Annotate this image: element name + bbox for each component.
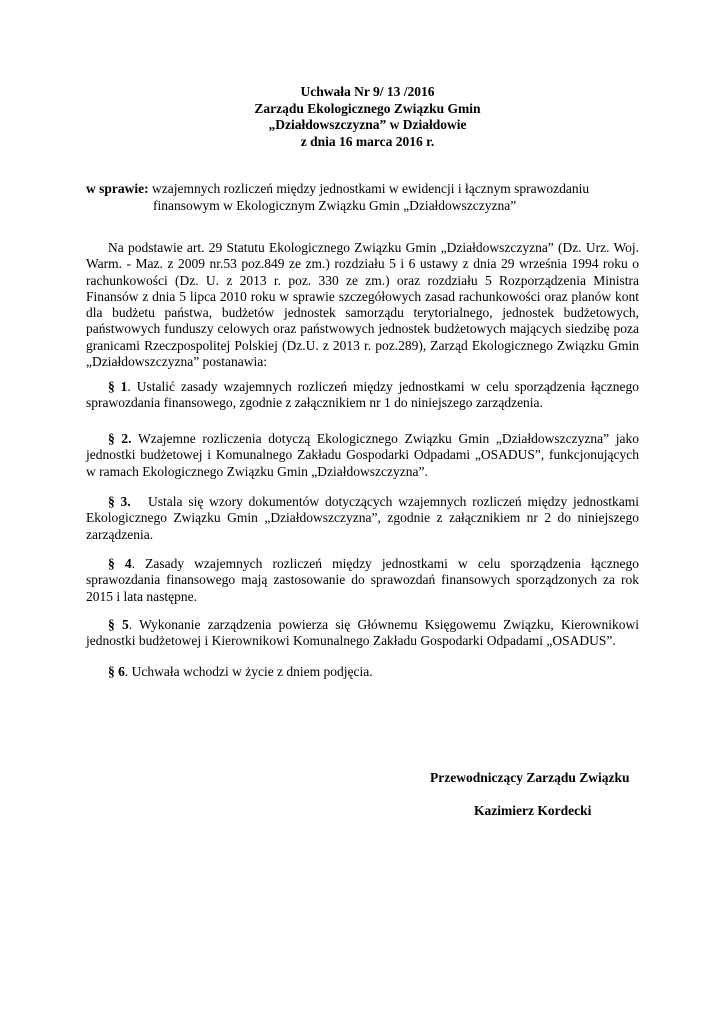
resolution-date: z dnia 16 marca 2016 r.	[300, 133, 435, 149]
section-4	[86, 556, 639, 605]
section-mark: § 5	[108, 617, 129, 632]
section-mark: § 3.	[108, 494, 131, 509]
section-text: Wzajemne rozliczenia dotyczą Ekologicznego Związku Gmin „Działdowszczyzna” jako jednostki budżetowej i Komunalnego Zakładu Gospodarki Odpadami „OSADUS”, funkcjonujących w ramach Ekologicznego Związku Gmin „Działdowszczyzna”.	[86, 431, 640, 479]
section-text: . Wykonanie zarządzenia powierza się Głównemu Księgowemu Związku, Kierownikowi jednostki budżetowej i Kierownikowi Komunalnego Zakładu Gospodarki Odpadami „OSADUS”.	[86, 617, 639, 649]
section-mark: § 1	[108, 379, 128, 394]
section-1	[86, 379, 639, 412]
resolution-header	[0, 84, 725, 150]
section-text: Ustala się wzory dokumentów dotyczących wzajemnych rozliczeń między jednostkami Ekologicznego Związku Gmin „Działdowszczyzna”, zgodnie z załącznikiem nr 2 do niniejszego zarządzenia.	[86, 494, 643, 542]
section-5	[86, 617, 639, 650]
legal-basis-paragraph	[86, 240, 639, 370]
section-mark: § 4	[108, 556, 132, 571]
section-text: . Zasady wzajemnych rozliczeń między jednostkami w celu sporządzenia łącznego sprawozdania finansowego mają zastosowanie do sprawozdań finansowych sporządzonych za rok 2015 i lata następne.	[86, 556, 639, 604]
subject-text-line2: finansowym w Ekologicznym Związku Gmin „Działdowszczyzna”	[153, 197, 517, 213]
signatory-name: Kazimierz Kordecki	[474, 803, 592, 818]
resolution-number: Uchwała Nr 9/ 13 /2016	[300, 84, 435, 99]
resolution-subject	[86, 181, 646, 214]
section-text: . Uchwała wchodzi w życie z dniem podjęcia.	[124, 664, 373, 679]
section-mark: § 2.	[108, 431, 132, 446]
legal-basis-text: Na podstawie art. 29 Statutu Ekologicznego Związku Gmin „Działdowszczyzna” (Dz. Urz. Woj. Warm. - Maz. z 2009 nr.53 poz.849 ze zm.) rozdziału 5 i 6 ustawy z dnia 29 września 1994 roku o rachunkowości (Dz. U. z 2013 r. poz. 330 ze zm.) oraz rozdziału 5 Rozporządzenia Ministra Finansów z dnia 5 lipca 2010 roku w sprawie szczegółowych zasad rachunkowości oraz planów kont dla budżetu państwa, budżetów jednostek samorządu terytorialnego, jednostek budżetowych, państwowych funduszy celowych oraz państwowych jednostek budżetowych mających siedzibę poza granicami Rzeczpospolitej Polskiej (Dz.U. z 2013 r. poz.289), Zarząd Ekologicznego Związku Gmin „Działdowszczyzna” postanawia:	[86, 240, 639, 370]
issuing-body-location: „Działdowszczyzna” w Działdowie	[268, 117, 467, 132]
section-2	[86, 431, 639, 480]
section-mark: § 6	[108, 664, 125, 679]
subject-label: w sprawie:	[86, 181, 149, 196]
section-6	[86, 664, 639, 680]
section-3	[86, 494, 643, 543]
signatory-title: Przewodniczący Zarządu Związku	[430, 770, 630, 785]
subject-text-line1: wzajemnych rozliczeń między jednostkami w ewidencji i łącznym sprawozdaniu	[148, 181, 590, 196]
section-text: . Ustalić zasady wzajemnych rozliczeń między jednostkami w celu sporządzenia łącznego sprawozdania finansowego, zgodnie z załącznikiem nr 1 do niniejszego zarządzenia.	[86, 379, 639, 411]
issuing-body: Zarządu Ekologicznego Związku Gmin	[254, 100, 481, 116]
